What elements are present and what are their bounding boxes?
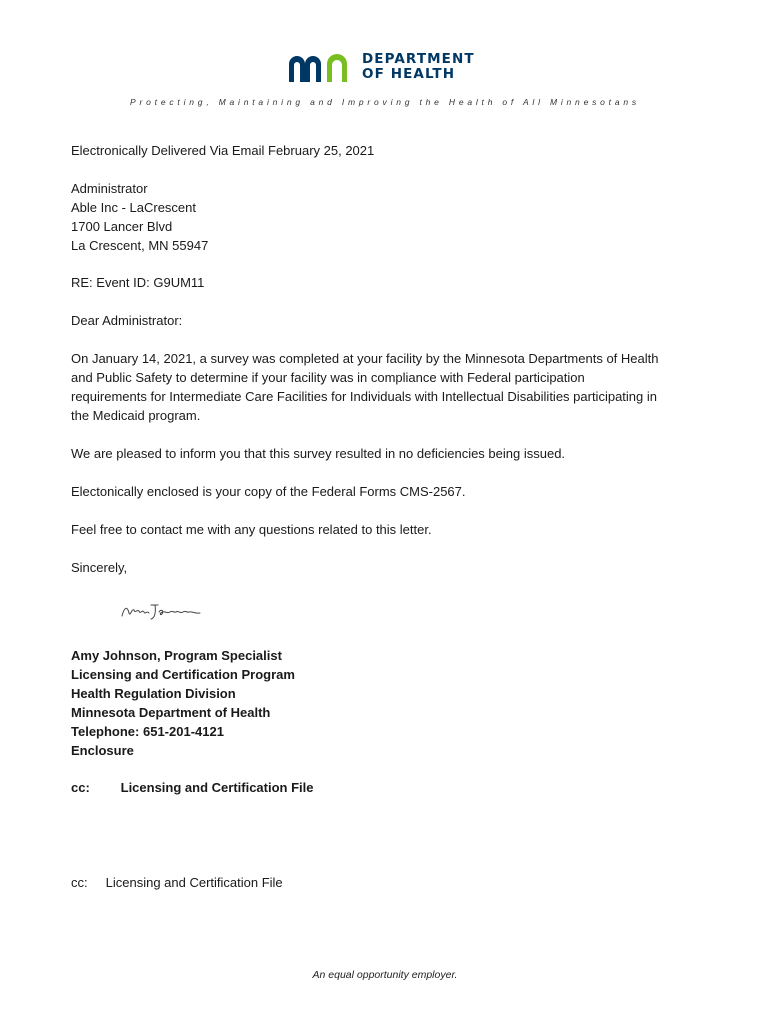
address-line: Administrator (71, 181, 148, 196)
signature-line: Enclosure (71, 743, 134, 758)
mn-logo-mark-icon (289, 52, 357, 86)
paragraph-contact: Feel free to contact me with any questions related to this letter. (71, 522, 432, 537)
signature-line: Amy Johnson, Program Specialist (71, 648, 282, 663)
delivery-line: Electronically Delivered Via Email February 25, 2021 (71, 143, 375, 158)
re-line: RE: Event ID: G9UM11 (71, 275, 205, 290)
signature-line: Health Regulation Division (71, 686, 236, 701)
cc-value: Licensing and Certification File (105, 875, 283, 890)
tagline: Protecting, Maintaining and Improving the Health of All Minnesotans (130, 97, 640, 107)
paragraph-survey (71, 349, 711, 425)
logo-line-1: DEPARTMENT (362, 51, 475, 67)
address-line: La Crescent, MN 55947 (71, 238, 209, 253)
cc-value: Licensing and Certification File (120, 780, 314, 795)
address-line: Able Inc - LaCrescent (71, 200, 197, 215)
signature-line: Licensing and Certification Program (71, 667, 295, 682)
cc-row (71, 873, 283, 892)
signature-line: Minnesota Department of Health (71, 705, 271, 720)
signature-block (71, 646, 711, 760)
mdh-logo (289, 52, 357, 86)
paragraph-line: On January 14, 2021, a survey was completed at your facility by the Minnesota Departments of Health (71, 351, 659, 366)
signature-line: Telephone: 651-201-4121 (71, 724, 224, 739)
paragraph-enclosure: Electonically enclosed is your copy of the Federal Forms CMS-2567. (71, 484, 466, 499)
footer-equal-opportunity: An equal opportunity employer. (312, 969, 458, 981)
paragraph-line: requirements for Intermediate Care Facilities for Individuals with Intellectual Disabilities participating in (71, 389, 657, 404)
address-line: 1700 Lancer Blvd (71, 219, 173, 234)
paragraph-line: and Public Safety to determine if your facility was in compliance with Federal participation (71, 370, 585, 385)
handwritten-signature (118, 600, 208, 627)
paragraph-no-deficiencies: We are pleased to inform you that this survey resulted in no deficiencies being issued. (71, 446, 566, 461)
closing: Sincerely, (71, 560, 128, 575)
logo-wordmark (362, 52, 475, 81)
paragraph-line: the Medicaid program. (71, 408, 201, 423)
logo-line-2: OF HEALTH (362, 65, 456, 82)
cc-label: cc: (71, 780, 90, 795)
cc-label: cc: (71, 875, 88, 890)
recipient-address (71, 179, 711, 255)
salutation: Dear Administrator: (71, 313, 183, 328)
cc-bold-row (71, 778, 314, 797)
